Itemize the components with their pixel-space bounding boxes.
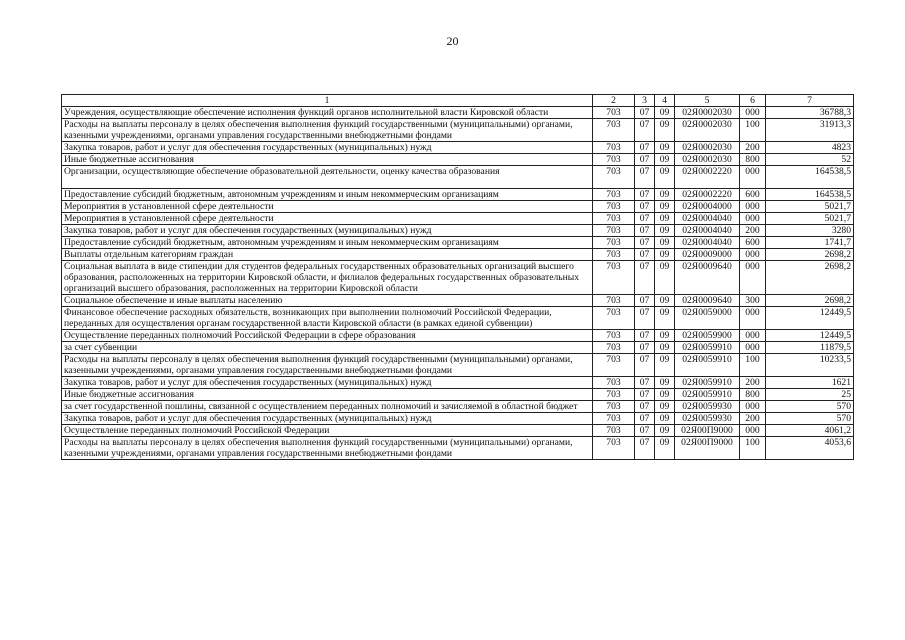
subsection-code-cell: 09 xyxy=(655,166,675,189)
ministry-code-cell: 703 xyxy=(593,425,635,437)
column-header: 1 xyxy=(62,95,593,107)
column-header: 3 xyxy=(635,95,655,107)
subsection-code-cell: 09 xyxy=(655,330,675,342)
expense-type-cell: 200 xyxy=(740,225,766,237)
expense-name-cell: Мероприятия в установленной сфере деятельности xyxy=(62,213,593,225)
amount-cell: 2698,2 xyxy=(766,295,854,307)
subsection-code-cell: 09 xyxy=(655,107,675,119)
amount-cell: 1741,7 xyxy=(766,237,854,249)
expense-type-cell: 100 xyxy=(740,119,766,142)
column-header: 4 xyxy=(655,95,675,107)
expense-name-cell: Закупка товаров, работ и услуг для обеспечения государственных (муниципальных) нужд xyxy=(62,142,593,154)
table-header-row xyxy=(62,95,854,107)
table-row xyxy=(62,166,854,189)
expense-name-cell: Организации, осуществляющие обеспечение образовательной деятельности, оценку качества образования xyxy=(62,166,593,189)
amount-cell: 570 xyxy=(766,413,854,425)
section-code-cell: 07 xyxy=(635,142,655,154)
target-article-cell: 02Я0059930 xyxy=(675,413,740,425)
amount-cell: 4823 xyxy=(766,142,854,154)
amount-cell: 36788,3 xyxy=(766,107,854,119)
budget-table xyxy=(61,94,854,460)
expense-name-cell: Расходы на выплаты персоналу в целях обеспечения выполнения функций государственными (муниципальными) органами, казенными учреждениями, органами управления государственными внебюджетными фондами xyxy=(62,119,593,142)
section-code-cell: 07 xyxy=(635,389,655,401)
subsection-code-cell: 09 xyxy=(655,413,675,425)
section-code-cell: 07 xyxy=(635,249,655,261)
amount-cell: 570 xyxy=(766,401,854,413)
ministry-code-cell: 703 xyxy=(593,119,635,142)
subsection-code-cell: 09 xyxy=(655,189,675,201)
target-article-cell: 02Я0002030 xyxy=(675,154,740,166)
table-row xyxy=(62,389,854,401)
table-row xyxy=(62,342,854,354)
expense-name-cell: Закупка товаров, работ и услуг для обеспечения государственных (муниципальных) нужд xyxy=(62,225,593,237)
amount-cell: 52 xyxy=(766,154,854,166)
section-code-cell: 07 xyxy=(635,261,655,295)
table-row xyxy=(62,225,854,237)
expense-name-cell: за счет государственной пошлины, связанной с осуществлением переданных полномочий и зачисляемой в областной бюджет xyxy=(62,401,593,413)
table-row xyxy=(62,154,854,166)
table-body xyxy=(62,107,854,460)
ministry-code-cell: 703 xyxy=(593,413,635,425)
section-code-cell: 07 xyxy=(635,166,655,189)
target-article-cell: 02Я0002220 xyxy=(675,189,740,201)
expense-type-cell: 800 xyxy=(740,389,766,401)
target-article-cell: 02Я0059900 xyxy=(675,330,740,342)
target-article-cell: 02Я0009000 xyxy=(675,249,740,261)
section-code-cell: 07 xyxy=(635,354,655,377)
subsection-code-cell: 09 xyxy=(655,377,675,389)
expense-name-cell: Иные бюджетные ассигнования xyxy=(62,154,593,166)
expense-name-cell: Осуществление переданных полномочий Российской Федерации xyxy=(62,425,593,437)
expense-name-cell: Иные бюджетные ассигнования xyxy=(62,389,593,401)
expense-name-cell: Предоставление субсидий бюджетным, автономным учреждениям и иным некоммерческим организациям xyxy=(62,189,593,201)
target-article-cell: 02Я0009640 xyxy=(675,261,740,295)
ministry-code-cell: 703 xyxy=(593,389,635,401)
subsection-code-cell: 09 xyxy=(655,389,675,401)
column-header: 6 xyxy=(740,95,766,107)
expense-type-cell: 000 xyxy=(740,401,766,413)
expense-type-cell: 000 xyxy=(740,249,766,261)
section-code-cell: 07 xyxy=(635,201,655,213)
section-code-cell: 07 xyxy=(635,401,655,413)
subsection-code-cell: 09 xyxy=(655,225,675,237)
section-code-cell: 07 xyxy=(635,154,655,166)
expense-type-cell: 800 xyxy=(740,154,766,166)
amount-cell: 5021,7 xyxy=(766,201,854,213)
expense-type-cell: 000 xyxy=(740,307,766,330)
page-number: 20 xyxy=(446,34,459,48)
section-code-cell: 07 xyxy=(635,225,655,237)
ministry-code-cell: 703 xyxy=(593,225,635,237)
subsection-code-cell: 09 xyxy=(655,249,675,261)
ministry-code-cell: 703 xyxy=(593,342,635,354)
expense-type-cell: 100 xyxy=(740,354,766,377)
expense-name-cell: Мероприятия в установленной сфере деятельности xyxy=(62,201,593,213)
column-header: 7 xyxy=(766,95,854,107)
expense-type-cell: 000 xyxy=(740,107,766,119)
expense-type-cell: 000 xyxy=(740,261,766,295)
expense-name-cell: Социальное обеспечение и иные выплаты населению xyxy=(62,295,593,307)
ministry-code-cell: 703 xyxy=(593,166,635,189)
amount-cell: 3280 xyxy=(766,225,854,237)
target-article-cell: 02Я0002030 xyxy=(675,119,740,142)
target-article-cell: 02Я0004040 xyxy=(675,237,740,249)
section-code-cell: 07 xyxy=(635,413,655,425)
table-row xyxy=(62,249,854,261)
subsection-code-cell: 09 xyxy=(655,342,675,354)
amount-cell: 4061,2 xyxy=(766,425,854,437)
expense-name-cell: Предоставление субсидий бюджетным, автономным учреждениям и иным некоммерческим организациям xyxy=(62,237,593,249)
ministry-code-cell: 703 xyxy=(593,437,635,460)
subsection-code-cell: 09 xyxy=(655,142,675,154)
ministry-code-cell: 703 xyxy=(593,107,635,119)
subsection-code-cell: 09 xyxy=(655,354,675,377)
table-row xyxy=(62,377,854,389)
ministry-code-cell: 703 xyxy=(593,401,635,413)
subsection-code-cell: 09 xyxy=(655,201,675,213)
table-row xyxy=(62,437,854,460)
target-article-cell: 02Я0059910 xyxy=(675,377,740,389)
target-article-cell: 02Я0059910 xyxy=(675,354,740,377)
subsection-code-cell: 09 xyxy=(655,119,675,142)
section-code-cell: 07 xyxy=(635,107,655,119)
target-article-cell: 02Я0059930 xyxy=(675,401,740,413)
table-row xyxy=(62,237,854,249)
target-article-cell: 02Я0004000 xyxy=(675,201,740,213)
table-row xyxy=(62,307,854,330)
table-row xyxy=(62,354,854,377)
amount-cell: 12449,5 xyxy=(766,307,854,330)
amount-cell: 10233,5 xyxy=(766,354,854,377)
target-article-cell: 02Я00П9000 xyxy=(675,437,740,460)
target-article-cell: 02Я0002030 xyxy=(675,107,740,119)
target-article-cell: 02Я0059910 xyxy=(675,342,740,354)
expense-type-cell: 000 xyxy=(740,425,766,437)
expense-type-cell: 600 xyxy=(740,237,766,249)
table-row xyxy=(62,413,854,425)
subsection-code-cell: 09 xyxy=(655,154,675,166)
expense-name-cell: Выплаты отдельным категориям граждан xyxy=(62,249,593,261)
expense-name-cell: Расходы на выплаты персоналу в целях обеспечения выполнения функций государственными (муниципальными) органами, казенными учреждениями, органами управления государственными внебюджетными фондами xyxy=(62,437,593,460)
section-code-cell: 07 xyxy=(635,295,655,307)
subsection-code-cell: 09 xyxy=(655,213,675,225)
ministry-code-cell: 703 xyxy=(593,154,635,166)
amount-cell: 1621 xyxy=(766,377,854,389)
target-article-cell: 02Я0002220 xyxy=(675,166,740,189)
ministry-code-cell: 703 xyxy=(593,295,635,307)
expense-type-cell: 100 xyxy=(740,437,766,460)
subsection-code-cell: 09 xyxy=(655,437,675,460)
expense-type-cell: 000 xyxy=(740,330,766,342)
amount-cell: 164538,5 xyxy=(766,166,854,189)
amount-cell: 25 xyxy=(766,389,854,401)
amount-cell: 11879,5 xyxy=(766,342,854,354)
table-row xyxy=(62,295,854,307)
ministry-code-cell: 703 xyxy=(593,237,635,249)
section-code-cell: 07 xyxy=(635,213,655,225)
ministry-code-cell: 703 xyxy=(593,307,635,330)
target-article-cell: 02Я0009640 xyxy=(675,295,740,307)
ministry-code-cell: 703 xyxy=(593,261,635,295)
target-article-cell: 02Я0004040 xyxy=(675,213,740,225)
table-row xyxy=(62,142,854,154)
target-article-cell: 02Я0059910 xyxy=(675,389,740,401)
section-code-cell: 07 xyxy=(635,437,655,460)
ministry-code-cell: 703 xyxy=(593,189,635,201)
amount-cell: 164538,5 xyxy=(766,189,854,201)
amount-cell: 12449,5 xyxy=(766,330,854,342)
ministry-code-cell: 703 xyxy=(593,377,635,389)
table-row xyxy=(62,330,854,342)
table-row xyxy=(62,261,854,295)
amount-cell: 31913,3 xyxy=(766,119,854,142)
ministry-code-cell: 703 xyxy=(593,201,635,213)
amount-cell: 2698,2 xyxy=(766,249,854,261)
subsection-code-cell: 09 xyxy=(655,295,675,307)
section-code-cell: 07 xyxy=(635,119,655,142)
table-row xyxy=(62,107,854,119)
target-article-cell: 02Я0002030 xyxy=(675,142,740,154)
section-code-cell: 07 xyxy=(635,377,655,389)
expense-name-cell: Осуществление переданных полномочий Российской Федерации в сфере образования xyxy=(62,330,593,342)
target-article-cell: 02Я0004040 xyxy=(675,225,740,237)
subsection-code-cell: 09 xyxy=(655,425,675,437)
expense-name-cell: Закупка товаров, работ и услуг для обеспечения государственных (муниципальных) нужд xyxy=(62,377,593,389)
expense-type-cell: 000 xyxy=(740,213,766,225)
amount-cell: 4053,6 xyxy=(766,437,854,460)
expense-type-cell: 200 xyxy=(740,413,766,425)
ministry-code-cell: 703 xyxy=(593,354,635,377)
expense-type-cell: 200 xyxy=(740,142,766,154)
expense-name-cell: Закупка товаров, работ и услуг для обеспечения государственных (муниципальных) нужд xyxy=(62,413,593,425)
ministry-code-cell: 703 xyxy=(593,142,635,154)
column-header: 5 xyxy=(675,95,740,107)
expense-name-cell: Социальная выплата в виде стипендии для студентов федеральных государственных образовательных организаций высшего образования, расположенных на территории Кировской области, и филиалов федеральных государственных образовательных организаций высшего образования, расположенных на территории Кировской области xyxy=(62,261,593,295)
expense-name-cell: за счет субвенции xyxy=(62,342,593,354)
expense-type-cell: 000 xyxy=(740,166,766,189)
table-row xyxy=(62,213,854,225)
subsection-code-cell: 09 xyxy=(655,237,675,249)
section-code-cell: 07 xyxy=(635,425,655,437)
expense-name-cell: Учреждения, осуществляющие обеспечение исполнения функций органов исполнительной власти Кировской области xyxy=(62,107,593,119)
table-row xyxy=(62,425,854,437)
ministry-code-cell: 703 xyxy=(593,330,635,342)
target-article-cell: 02Я00П9000 xyxy=(675,425,740,437)
expense-type-cell: 200 xyxy=(740,377,766,389)
table-row xyxy=(62,201,854,213)
expense-name-cell: Расходы на выплаты персоналу в целях обеспечения выполнения функций государственными (муниципальными) органами, казенными учреждениями, органами управления государственными внебюджетными фондами xyxy=(62,354,593,377)
table-row xyxy=(62,119,854,142)
column-header: 2 xyxy=(593,95,635,107)
expense-type-cell: 300 xyxy=(740,295,766,307)
section-code-cell: 07 xyxy=(635,307,655,330)
expense-type-cell: 000 xyxy=(740,342,766,354)
target-article-cell: 02Я0059000 xyxy=(675,307,740,330)
section-code-cell: 07 xyxy=(635,342,655,354)
table-row xyxy=(62,401,854,413)
section-code-cell: 07 xyxy=(635,189,655,201)
amount-cell: 2698,2 xyxy=(766,261,854,295)
expense-type-cell: 600 xyxy=(740,189,766,201)
amount-cell: 5021,7 xyxy=(766,213,854,225)
ministry-code-cell: 703 xyxy=(593,213,635,225)
subsection-code-cell: 09 xyxy=(655,261,675,295)
ministry-code-cell: 703 xyxy=(593,249,635,261)
subsection-code-cell: 09 xyxy=(655,401,675,413)
section-code-cell: 07 xyxy=(635,330,655,342)
table-row xyxy=(62,189,854,201)
subsection-code-cell: 09 xyxy=(655,307,675,330)
expense-type-cell: 000 xyxy=(740,201,766,213)
section-code-cell: 07 xyxy=(635,237,655,249)
expense-name-cell: Финансовое обеспечение расходных обязательств, возникающих при выполнении полномочий Российской Федерации, переданных для осуществления органам государственной власти Кировской области (в рамках единой субвенции) xyxy=(62,307,593,330)
